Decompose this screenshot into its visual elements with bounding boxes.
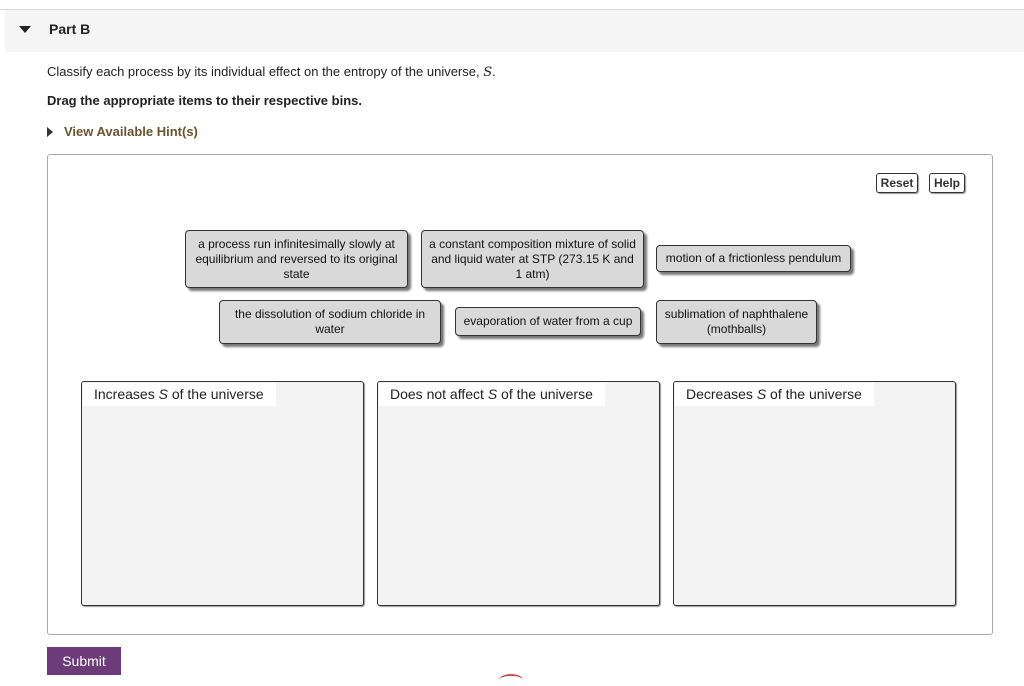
bin-label-suffix: of the universe — [501, 386, 593, 402]
bin-increases-entropy[interactable] — [81, 381, 364, 606]
draggable-tile-reversible-process[interactable]: a process run infinitesimally slowly at equilibrium and reversed to its original state — [185, 230, 408, 288]
draggable-tile-sublimation[interactable]: sublimation of naphthalene (mothballs) — [656, 300, 817, 344]
bin-label — [675, 383, 874, 406]
bin-label-symbol: S — [487, 386, 498, 402]
bin-label-prefix: Does not affect — [390, 386, 484, 402]
draggable-tile-frictionless-pendulum[interactable]: motion of a frictionless pendulum — [656, 245, 851, 272]
bin-label-suffix: of the universe — [770, 386, 862, 402]
instruction-text: Drag the appropriate items to their respective bins. — [47, 93, 362, 108]
bin-label — [83, 383, 276, 406]
view-hints-link[interactable] — [47, 124, 198, 139]
reset-button[interactable]: Reset — [876, 173, 918, 193]
bin-decreases-entropy[interactable] — [673, 381, 956, 606]
bin-label-symbol: S — [756, 386, 767, 402]
draggable-tile-nacl-dissolution[interactable]: the dissolution of sodium chloride in water — [219, 300, 441, 344]
submit-button[interactable]: Submit — [47, 647, 121, 675]
question-period: . — [492, 64, 496, 79]
collapse-caret-icon[interactable] — [19, 26, 31, 33]
part-title: Part B — [49, 21, 91, 37]
bin-label — [379, 383, 605, 406]
draggable-tile-ice-water-mixture[interactable]: a constant composition mixture of solid and liquid water at STP (273.15 K and 1 atm) — [421, 230, 644, 288]
expand-triangle-icon — [47, 127, 53, 137]
bin-label-prefix: Increases — [94, 386, 155, 402]
help-button[interactable]: Help — [929, 173, 965, 193]
entropy-symbol: S — [483, 65, 493, 80]
partial-circle-icon — [499, 674, 523, 686]
bin-label-prefix: Decreases — [686, 386, 753, 402]
bin-does-not-affect-entropy[interactable] — [377, 381, 660, 606]
part-header[interactable] — [5, 10, 1024, 52]
draggable-tile-evaporation[interactable]: evaporation of water from a cup — [455, 307, 641, 336]
question-text — [47, 64, 496, 80]
bin-label-suffix: of the universe — [171, 386, 264, 402]
question-body: Classify each process by its individual effect on the entropy of the universe, — [47, 64, 480, 79]
hint-label: View Available Hint(s) — [64, 124, 198, 139]
bin-label-symbol: S — [158, 386, 168, 402]
